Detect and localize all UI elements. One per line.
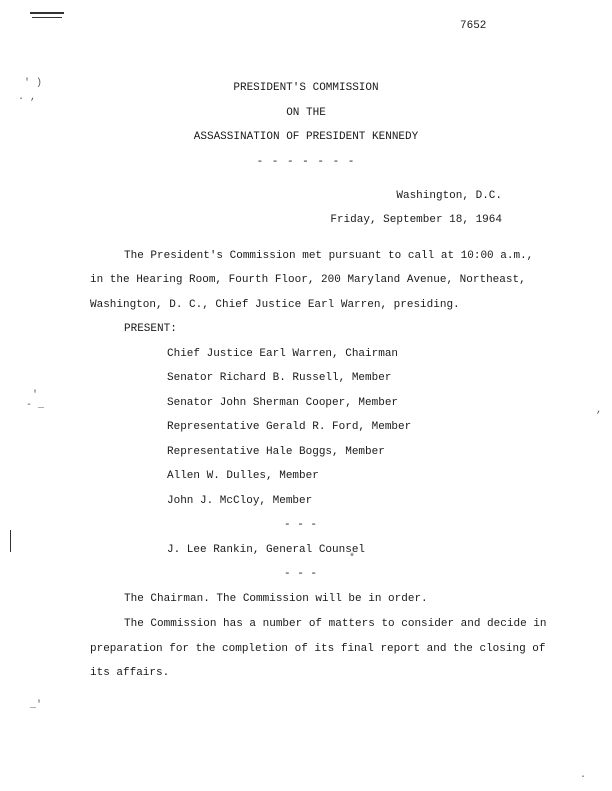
location: Washington, D.C. bbox=[396, 190, 502, 202]
present-label: PRESENT: bbox=[124, 323, 177, 335]
date: Friday, September 18, 1964 bbox=[330, 214, 502, 226]
counsel: J. Lee Rankin, General Counsel bbox=[167, 544, 366, 556]
chairman-remark: The Chairman. The Commission will be in order. bbox=[124, 593, 428, 605]
scan-mark bbox=[10, 530, 11, 552]
scan-mark: _' bbox=[30, 700, 43, 711]
header-assassination: ASSASSINATION OF PRESIDENT KENNEDY bbox=[193, 131, 419, 143]
scan-mark: ' ) bbox=[24, 78, 43, 89]
scan-mark: - _ bbox=[26, 400, 45, 411]
page-number: 7652 bbox=[460, 20, 487, 32]
scan-mark: ' bbox=[32, 390, 39, 401]
scan-mark: , bbox=[596, 405, 603, 416]
scan-mark: . , bbox=[18, 92, 37, 103]
intro-line: in the Hearing Room, Fourth Floor, 200 Maryland Avenue, Northeast, bbox=[90, 274, 526, 286]
closing-line: preparation for the completion of its final report and the closing of bbox=[90, 643, 546, 655]
scan-mark bbox=[30, 12, 64, 14]
scan-mark: * bbox=[349, 553, 356, 564]
header-on-the: ON THE bbox=[286, 107, 326, 119]
closing-line: its affairs. bbox=[90, 667, 170, 679]
intro-line: Washington, D. C., Chief Justice Earl Warren, presiding. bbox=[90, 299, 460, 311]
member-item: Senator Richard B. Russell, Member bbox=[167, 372, 392, 384]
scan-mark bbox=[32, 17, 62, 18]
scan-mark: . bbox=[580, 770, 587, 781]
member-item: John J. McCloy, Member bbox=[167, 495, 313, 507]
closing-line: The Commission has a number of matters to consider and decide in bbox=[124, 618, 547, 630]
header-commission: PRESIDENT'S COMMISSION bbox=[233, 82, 379, 94]
member-item: Senator John Sherman Cooper, Member bbox=[167, 397, 399, 409]
member-item: Representative Hale Boggs, Member bbox=[167, 446, 385, 458]
separator: - - - bbox=[284, 568, 318, 580]
header-divider: - - - - - - - bbox=[256, 156, 356, 168]
member-item: Allen W. Dulles, Member bbox=[167, 470, 319, 482]
intro-line: The President's Commission met pursuant to call at 10:00 a.m., bbox=[124, 250, 534, 262]
member-item: Representative Gerald R. Ford, Member bbox=[167, 421, 412, 433]
member-item: Chief Justice Earl Warren, Chairman bbox=[167, 348, 399, 360]
separator: - - - bbox=[284, 519, 318, 531]
